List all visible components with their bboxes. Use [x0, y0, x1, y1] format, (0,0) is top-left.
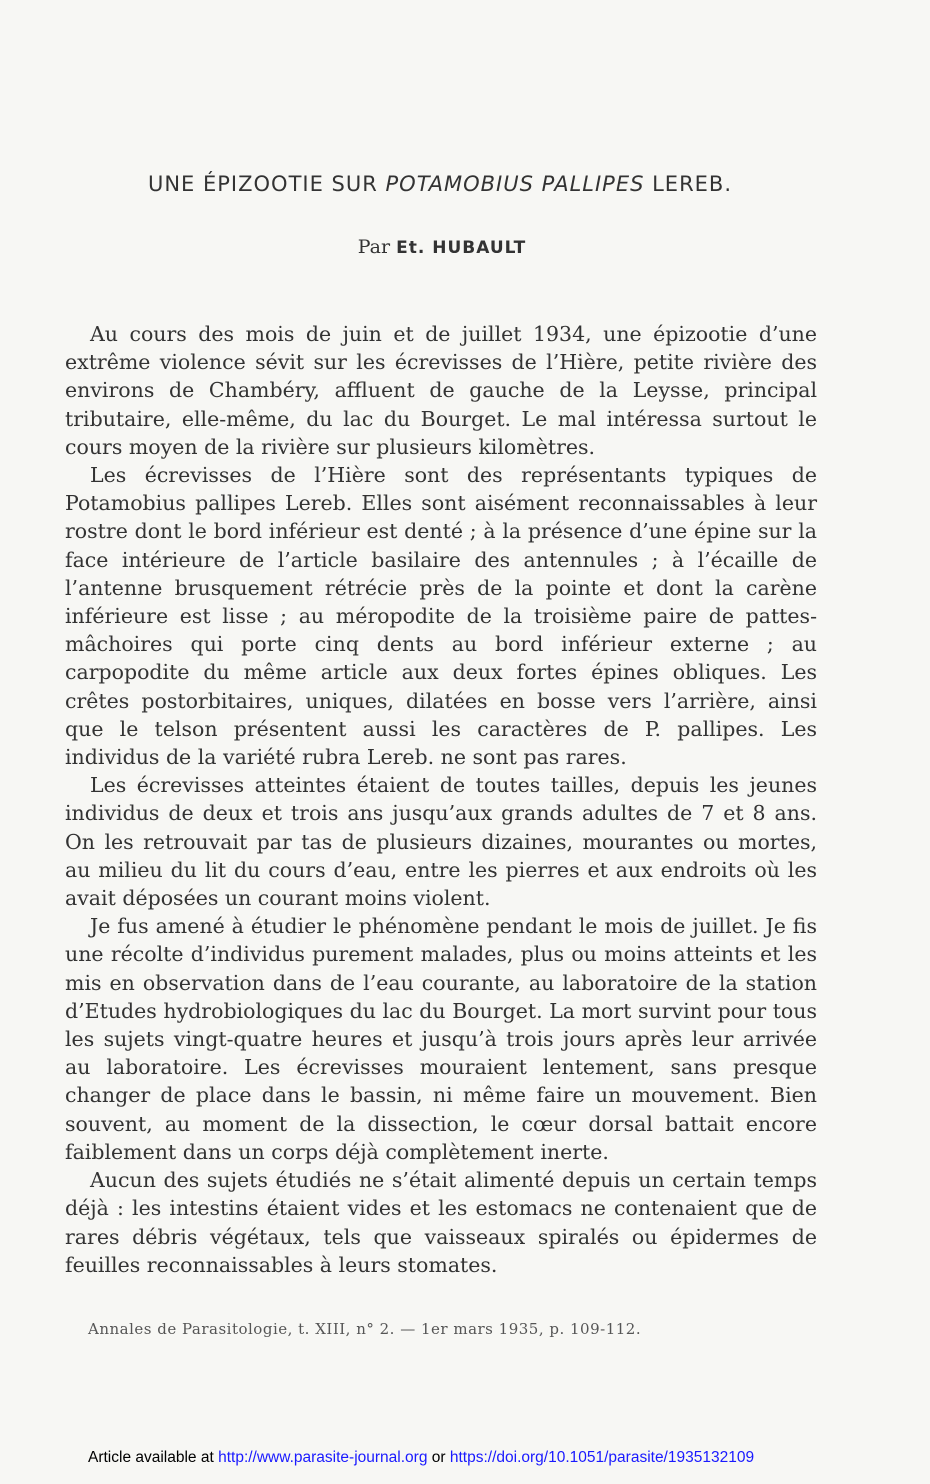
journal-link[interactable]: http://www.parasite-journal.org	[218, 1449, 428, 1466]
byline-prefix: Par	[357, 236, 397, 258]
paragraph-2: Les écrevisses de l’Hière sont des représentants typiques de Potamobius pallipes Lereb. Elles sont aisément reconnaissables à leur rostre dont le bord inférieur est denté ; à la présence d’une épine sur la face intérieure de l’article basilaire des antennules ; à l’écaille de l’antenne brusquement rétrécie près de la pointe et dont la carène inférieure est lisse ; au méropodite de la troisième paire de pattes-mâchoires qui porte cinq dents au bord inférieur externe ; au carpopodite du même article aux deux fortes épines obliques. Les crêtes postorbitaires, uniques, dilatées en bosse vers l’arrière, ainsi que le telson présentent aussi les caractères de P. pallipes. Les individus de la variété rubra Lereb. ne sont pas rares.	[65, 463, 817, 770]
article-title	[0, 172, 880, 196]
availability-prefix: Article available at	[88, 1449, 219, 1466]
paragraph-5: Aucun des sujets étudiés ne s’était alimenté depuis un certain temps déjà : les intestins étaient vides et les estomacs ne contenaient que de rares débris végétaux, tels que vaisseaux spiralés ou épidermes de feuilles reconnaissables à leurs stomates.	[65, 1168, 817, 1277]
paragraph-3: Les écrevisses atteintes étaient de toutes tailles, depuis les jeunes individus de deux et trois ans jusqu’aux grands adultes de 7 et 8 ans. On les retrouvait par tas de plusieurs dizaines, mourantes ou mortes, au milieu du lit du cours d’eau, entre les pierres et aux endroits où les avait déposées un courant moins violent.	[65, 773, 817, 911]
byline	[0, 236, 884, 258]
availability-line	[88, 1449, 868, 1467]
article-body	[65, 320, 817, 1279]
doi-link[interactable]: https://doi.org/10.1051/parasite/1935132109	[449, 1449, 755, 1466]
author-name: Et. HUBAULT	[396, 238, 527, 258]
availability-middle: or	[427, 1449, 450, 1466]
journal-reference: Annales de Parasitologie, t. XIII, n° 2. — 1er mars 1935, p. 109-112.	[88, 1320, 642, 1338]
title-part-2: LEREB.	[644, 172, 733, 196]
title-part-1: UNE ÉPIZOOTIE SUR	[147, 172, 386, 196]
title-species-italic: POTAMOBIUS PALLIPES	[385, 172, 645, 196]
paragraph-1: Au cours des mois de juin et de juillet 1934, une épizootie d’une extrême violence sévit sur les écrevisses de l’Hière, petite rivière des environs de Chambéry, affluent de gauche de la Leysse, principal tributaire, elle-même, du lac du Bourget. Le mal intéressa surtout le cours moyen de la rivière sur plusieurs kilomètres.	[65, 322, 817, 459]
paragraph-4: Je fus amené à étudier le phénomène pendant le mois de juillet. Je fis une récolte d’individus purement malades, plus ou moins atteints et les mis en observation dans de l’eau courante, au laboratoire de la station d’Etudes hydrobiologiques du lac du Bourget. La mort survint pour tous les sujets vingt-quatre heures et jusqu’à trois jours après leur arrivée au laboratoire. Les écrevisses mouraient lentement, sans presque changer de place dans le bassin, ni même faire un mouvement. Bien souvent, au moment de la dissection, le cœur dorsal battait encore faiblement dans un corps déjà complètement inerte.	[65, 914, 817, 1164]
